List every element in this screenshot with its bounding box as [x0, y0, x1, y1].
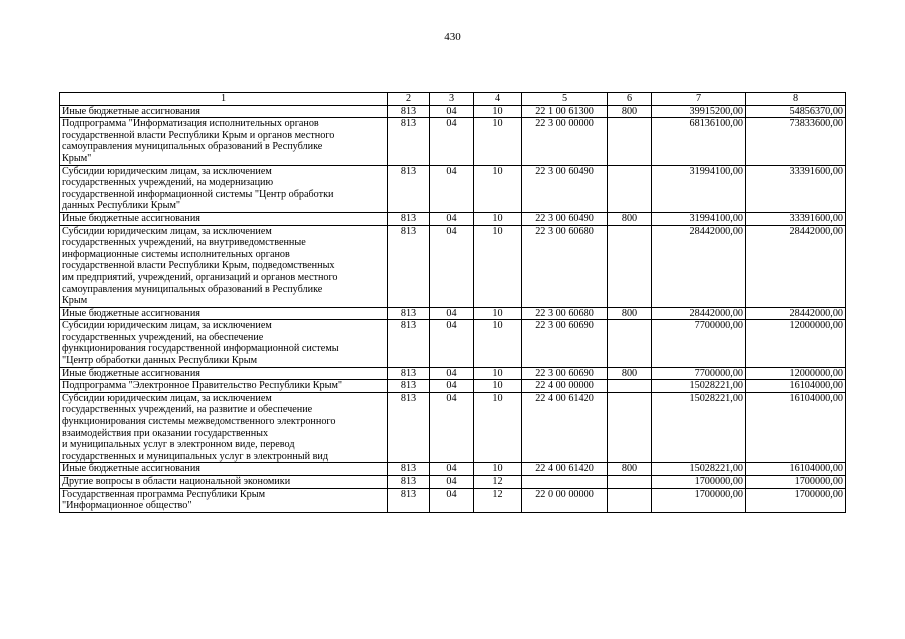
column-header: 7	[652, 93, 746, 106]
row-name-line: "Информационное общество"	[62, 500, 192, 512]
column-header: 3	[430, 93, 474, 106]
row-name-line: и муниципальных услуг в электронном виде, перевод	[62, 439, 295, 451]
row-name-line: государственной власти Республики Крым, подведомственных	[62, 260, 335, 272]
code-cell-c5: 22 4 00 00000	[522, 380, 608, 393]
amount-cell-c8: 28442000,00	[746, 225, 846, 307]
table-header-row	[60, 93, 846, 106]
column-header: 6	[608, 93, 652, 106]
code-cell-c6: 800	[608, 307, 652, 320]
row-name-line: государственных учреждений, на модернизацию	[62, 177, 274, 189]
amount-cell-c8: 16104000,00	[746, 463, 846, 476]
code-cell-c2: 813	[388, 105, 430, 118]
amount-cell-c7: 7700000,00	[652, 320, 746, 367]
table-row	[60, 320, 846, 367]
row-name-cell	[60, 367, 388, 380]
table-row	[60, 476, 846, 489]
amount-cell-c8: 12000000,00	[746, 367, 846, 380]
amount-cell-c8: 12000000,00	[746, 320, 846, 367]
amount-cell-c7: 31994100,00	[652, 165, 746, 212]
row-name-line: государственных и муниципальных услуг в электронный вид	[62, 450, 329, 462]
row-name-line: государственных учреждений, на развитие и обеспечение	[62, 404, 313, 416]
table-row	[60, 225, 846, 307]
code-cell-c5: 22 3 00 60680	[522, 307, 608, 320]
code-cell-c4: 10	[474, 367, 522, 380]
amount-cell-c7: 68136100,00	[652, 118, 746, 165]
code-cell-c5: 22 3 00 60690	[522, 367, 608, 380]
code-cell-c5: 22 3 00 60690	[522, 320, 608, 367]
budget-table	[59, 92, 846, 513]
amount-cell-c7: 15028221,00	[652, 392, 746, 463]
row-name-line: данных Республики Крым"	[62, 200, 181, 212]
amount-cell-c7: 15028221,00	[652, 463, 746, 476]
code-cell-c5	[522, 476, 608, 489]
amount-cell-c8: 33391600,00	[746, 165, 846, 212]
row-name-line: Иные бюджетные ассигнования	[62, 212, 200, 224]
row-name-cell	[60, 380, 388, 393]
amount-cell-c7: 15028221,00	[652, 380, 746, 393]
code-cell-c3: 04	[430, 488, 474, 512]
amount-cell-c7: 1700000,00	[652, 476, 746, 489]
column-header: 1	[60, 93, 388, 106]
code-cell-c6	[608, 118, 652, 165]
row-name-cell	[60, 212, 388, 225]
amount-cell-c8: 1700000,00	[746, 476, 846, 489]
code-cell-c4: 12	[474, 488, 522, 512]
code-cell-c3: 04	[430, 212, 474, 225]
code-cell-c3: 04	[430, 165, 474, 212]
amount-cell-c7: 31994100,00	[652, 212, 746, 225]
code-cell-c2: 813	[388, 212, 430, 225]
row-name-cell	[60, 392, 388, 463]
code-cell-c6: 800	[608, 367, 652, 380]
code-cell-c6	[608, 165, 652, 212]
code-cell-c6	[608, 392, 652, 463]
row-name-line: информационные системы исполнительных органов	[62, 248, 290, 260]
table-row	[60, 118, 846, 165]
code-cell-c4: 10	[474, 392, 522, 463]
amount-cell-c8: 16104000,00	[746, 380, 846, 393]
page-number: 430	[444, 31, 461, 43]
amount-cell-c8: 54856370,00	[746, 105, 846, 118]
row-name-line: Иные бюджетные ассигнования	[62, 307, 200, 319]
row-name-line: Государственная программа Республики Крым	[62, 488, 266, 500]
row-name-cell	[60, 225, 388, 307]
row-name-line: самоуправления муниципальных образований в Республике	[62, 141, 323, 153]
code-cell-c4: 10	[474, 320, 522, 367]
row-name-line: Иные бюджетные ассигнования	[62, 367, 200, 379]
column-header: 5	[522, 93, 608, 106]
table-row	[60, 463, 846, 476]
code-cell-c4: 10	[474, 307, 522, 320]
row-name-line: им предприятий, учреждений, организаций и органов местного	[62, 271, 338, 283]
amount-cell-c7: 28442000,00	[652, 307, 746, 320]
column-header: 2	[388, 93, 430, 106]
code-cell-c2: 813	[388, 392, 430, 463]
row-name-line: Подпрограмма "Электронное Правительство Республики Крым"	[62, 380, 343, 392]
code-cell-c5: 22 4 00 61420	[522, 392, 608, 463]
code-cell-c2: 813	[388, 488, 430, 512]
row-name-line: Крым	[62, 295, 88, 307]
row-name-line: государственной власти Республики Крым и органов местного	[62, 129, 335, 141]
code-cell-c6: 800	[608, 463, 652, 476]
code-cell-c2: 813	[388, 225, 430, 307]
code-cell-c3: 04	[430, 463, 474, 476]
code-cell-c3: 04	[430, 307, 474, 320]
code-cell-c2: 813	[388, 380, 430, 393]
code-cell-c2: 813	[388, 476, 430, 489]
code-cell-c5: 22 4 00 61420	[522, 463, 608, 476]
table-row	[60, 367, 846, 380]
code-cell-c5: 22 3 00 60490	[522, 212, 608, 225]
code-cell-c4: 10	[474, 165, 522, 212]
amount-cell-c8: 33391600,00	[746, 212, 846, 225]
code-cell-c5: 22 1 00 61300	[522, 105, 608, 118]
code-cell-c2: 813	[388, 320, 430, 367]
row-name-line: Иные бюджетные ассигнования	[62, 105, 200, 117]
amount-cell-c8: 16104000,00	[746, 392, 846, 463]
code-cell-c6	[608, 320, 652, 367]
row-name-line: Подпрограмма "Информатизация исполнительных органов	[62, 118, 319, 130]
table-row	[60, 212, 846, 225]
row-name-line: государственной информационной системы "Центр обработки	[62, 188, 334, 200]
amount-cell-c8: 28442000,00	[746, 307, 846, 320]
table-row	[60, 105, 846, 118]
code-cell-c6: 800	[608, 212, 652, 225]
code-cell-c4: 10	[474, 225, 522, 307]
row-name-cell	[60, 488, 388, 512]
code-cell-c5: 22 3 00 60680	[522, 225, 608, 307]
code-cell-c2: 813	[388, 367, 430, 380]
row-name-cell	[60, 118, 388, 165]
code-cell-c6	[608, 225, 652, 307]
row-name-line: Субсидии юридическим лицам, за исключением	[62, 225, 272, 237]
code-cell-c4: 10	[474, 463, 522, 476]
amount-cell-c7: 28442000,00	[652, 225, 746, 307]
amount-cell-c7: 39915200,00	[652, 105, 746, 118]
row-name-line: самоуправления муниципальных образований в Республике	[62, 283, 323, 295]
code-cell-c3: 04	[430, 105, 474, 118]
row-name-cell	[60, 307, 388, 320]
code-cell-c6	[608, 380, 652, 393]
row-name-line: Крым"	[62, 152, 92, 164]
code-cell-c2: 813	[388, 463, 430, 476]
code-cell-c3: 04	[430, 320, 474, 367]
code-cell-c2: 813	[388, 118, 430, 165]
row-name-cell	[60, 476, 388, 489]
code-cell-c5: 22 0 00 00000	[522, 488, 608, 512]
code-cell-c4: 10	[474, 118, 522, 165]
row-name-cell	[60, 320, 388, 367]
code-cell-c4: 10	[474, 105, 522, 118]
code-cell-c3: 04	[430, 392, 474, 463]
row-name-line: государственных учреждений, на внутриведомственные	[62, 237, 306, 249]
code-cell-c3: 04	[430, 225, 474, 307]
row-name-line: государственных учреждений, на обеспечение	[62, 331, 264, 343]
column-header: 8	[746, 93, 846, 106]
code-cell-c6: 800	[608, 105, 652, 118]
code-cell-c3: 04	[430, 476, 474, 489]
code-cell-c5: 22 3 00 00000	[522, 118, 608, 165]
row-name-line: Субсидии юридическим лицам, за исключением	[62, 320, 272, 332]
amount-cell-c7: 7700000,00	[652, 367, 746, 380]
table-row	[60, 488, 846, 512]
code-cell-c2: 813	[388, 165, 430, 212]
code-cell-c6	[608, 488, 652, 512]
row-name-line: Другие вопросы в области национальной экономики	[62, 476, 291, 487]
row-name-line: Субсидии юридическим лицам, за исключением	[62, 392, 272, 404]
code-cell-c3: 04	[430, 118, 474, 165]
row-name-cell	[60, 165, 388, 212]
code-cell-c6	[608, 476, 652, 489]
code-cell-c3: 04	[430, 367, 474, 380]
amount-cell-c7: 1700000,00	[652, 488, 746, 512]
code-cell-c4: 12	[474, 476, 522, 489]
row-name-line: "Центр обработки данных Республики Крым	[62, 355, 258, 367]
table-row	[60, 380, 846, 393]
table-row	[60, 165, 846, 212]
row-name-line: Субсидии юридическим лицам, за исключением	[62, 165, 272, 177]
table-row	[60, 307, 846, 320]
row-name-line: функционирования государственной информационной системы	[62, 343, 339, 355]
code-cell-c4: 10	[474, 212, 522, 225]
row-name-line: Иные бюджетные ассигнования	[62, 463, 200, 475]
amount-cell-c8: 1700000,00	[746, 488, 846, 512]
code-cell-c3: 04	[430, 380, 474, 393]
row-name-cell	[60, 463, 388, 476]
row-name-cell	[60, 105, 388, 118]
row-name-line: взаимодействия при оказании государственных	[62, 427, 269, 439]
code-cell-c5: 22 3 00 60490	[522, 165, 608, 212]
amount-cell-c8: 73833600,00	[746, 118, 846, 165]
code-cell-c4: 10	[474, 380, 522, 393]
code-cell-c2: 813	[388, 307, 430, 320]
table-row	[60, 392, 846, 463]
column-header: 4	[474, 93, 522, 106]
row-name-line: функционирования системы межведомственного электронного	[62, 416, 336, 428]
